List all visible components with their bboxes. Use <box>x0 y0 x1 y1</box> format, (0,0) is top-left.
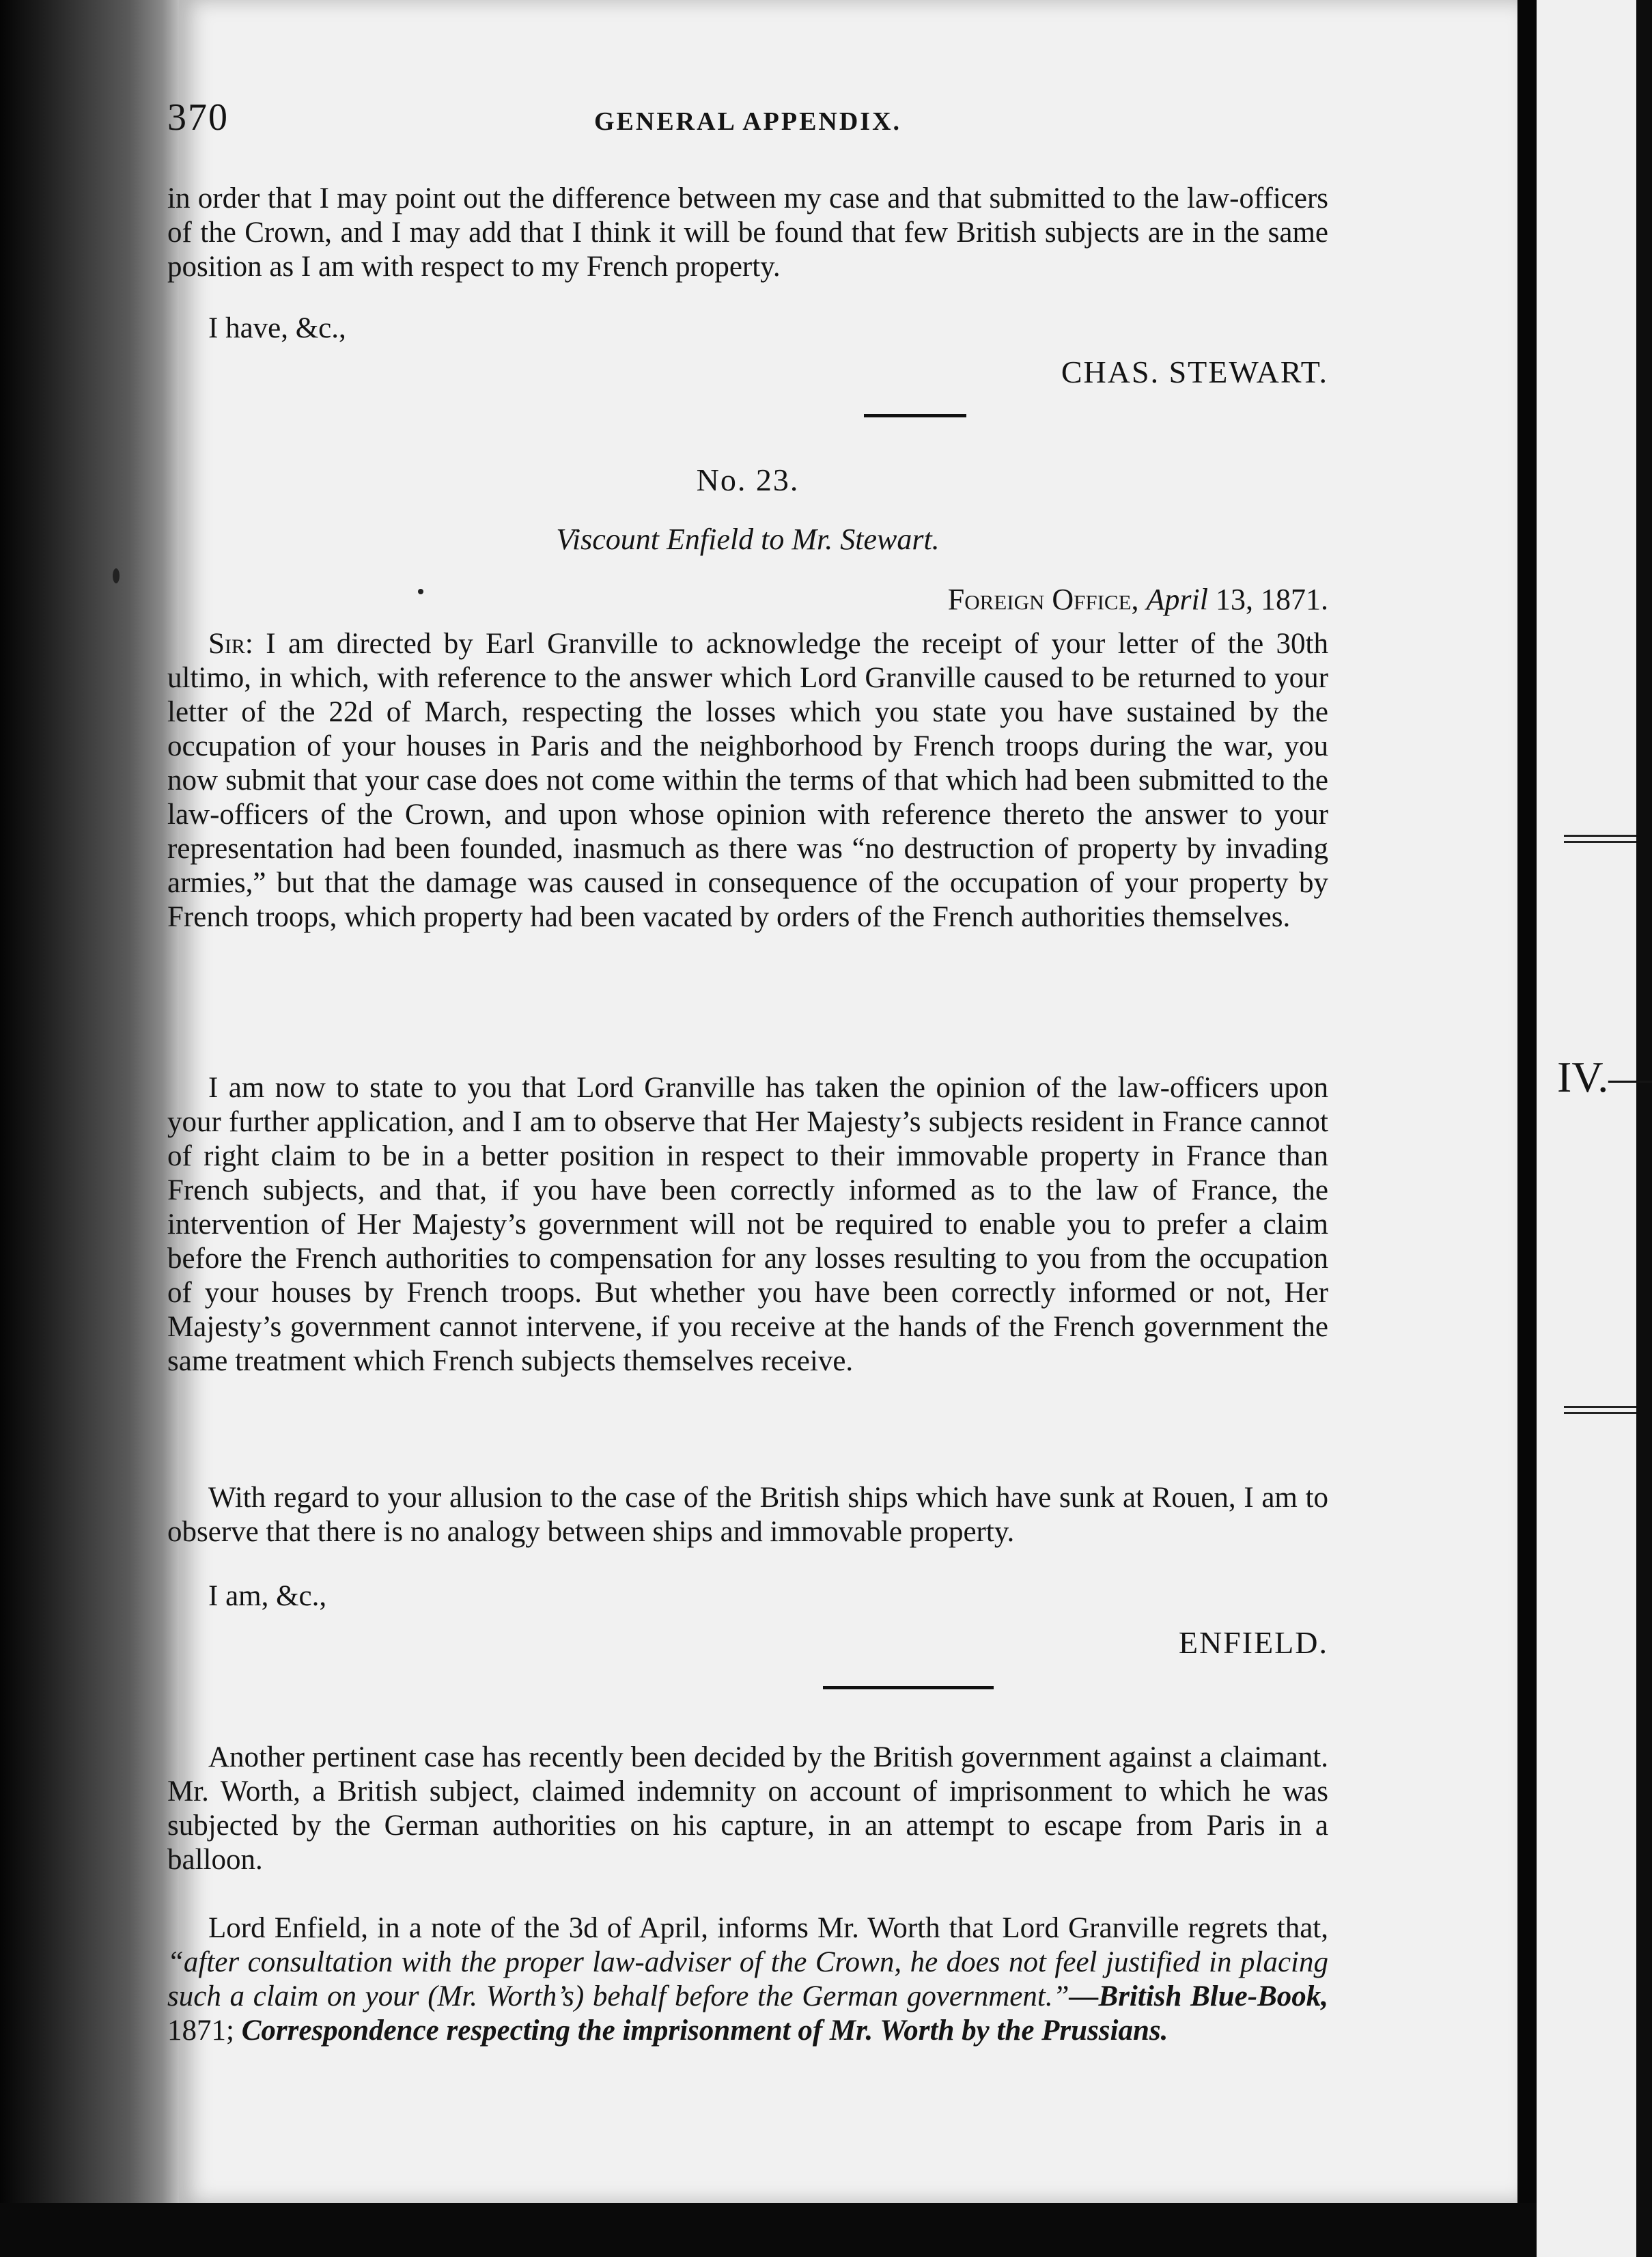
commentary-source-title: Correspondence respecting the imprisonment of Mr. Worth by the Prussians. <box>241 2014 1168 2047</box>
document-title: Viscount Enfield to Mr. Stewart. <box>556 523 940 556</box>
commentary-paragraph-2 <box>167 1911 1328 2048</box>
letter-22-complimentary-close: I have, &c., <box>208 312 346 344</box>
section-divider <box>864 414 966 417</box>
commentary-year: 1871; <box>167 2014 234 2047</box>
document-number: No. 23. <box>696 462 800 497</box>
page-gap <box>1517 0 1537 2257</box>
dateline <box>948 582 1328 617</box>
commentary-source: —British Blue-Book, <box>1069 1980 1329 2012</box>
dateline-day-year: 13, 1871. <box>1216 583 1328 616</box>
adjacent-page-rule <box>1564 835 1636 843</box>
letter-23-paragraph-3: With regard to your allusion to the case of the British ships which have sunk at Rouen, I am to observe that there is no analogy between ships and immovable property. <box>167 1482 1328 1548</box>
commentary-paragraph-1: Another pertinent case has recently been decided by the British government against a claimant. Mr. Worth, a British subject, claimed indemnity on account of imprisonment to which he was subjected by the German authorities on his capture, in an attempt to escape from Paris in a balloon. <box>167 1741 1328 1876</box>
commentary-quote: “after consultation with the proper law-adviser of the Crown, he does not feel justified in placing such a claim on your (Mr. Worth’s) behalf before the German government.” <box>167 1946 1328 2012</box>
letter-23-paragraph-1 <box>167 627 1328 934</box>
adjacent-page-rule <box>1564 1406 1636 1414</box>
adjacent-page-edge <box>1537 0 1652 2257</box>
adjacent-page-roman-numeral: IV.— <box>1557 1053 1652 1101</box>
letter-23-complimentary-close: I am, &c., <box>208 1580 327 1612</box>
letter-23-paragraph-1-text: I am directed by Earl Granville to acknowledge the receipt of your letter of the 30th ultimo, in which, with reference to the answer which Lord Granville caused to be returned to your letter of the 22d of March, respecting the losses which you state you have sustained by the occupation of your houses in Paris and the neighborhood by French troops during the war, you now submit that your case does not come within the terms of that which had been submitted to the law-officers of the Crown, and upon whose opinion with reference thereto the answer to your representation had been founded, inasmuch as there was “no destruction of property by invading armies,” but that the damage was caused in consequence of the occupation of your property by French troops, which property had been vacated by orders of the French authorities themselves. <box>167 628 1328 933</box>
commentary-lead: Lord Enfield, in a note of the 3d of April, informs Mr. Worth that Lord Granville regrets that, <box>208 1912 1328 1944</box>
section-divider <box>823 1686 994 1689</box>
salutation: Sir: <box>208 628 253 660</box>
letter-23-signature: ENFIELD. <box>1178 1625 1328 1660</box>
dateline-month: April <box>1146 583 1208 616</box>
letter-23-paragraph-2: I am now to state to you that Lord Granville has taken the opinion of the law-officers upon your further application, and I am to observe that Her Majesty’s subjects resident in France cannot of right claim to be in a better position in respect to their immovable property in France than French subjects, and that, if you have been correctly informed as to the law of France, the intervention of Her Majesty’s government will not be required to enable you to prefer a claim before the French authorities to compensation for any losses resulting to you from the occupation of your houses by French troops. But whether you have been correctly informed or not, Her Majesty’s government cannot intervene, if you receive at the hands of the French government the same treatment which French subjects themselves receive. <box>167 1072 1328 1377</box>
page-header <box>167 96 1328 143</box>
running-head: GENERAL APPENDIX. <box>593 107 902 136</box>
letter-22-signature: CHAS. STEWART. <box>1061 355 1328 389</box>
page-number: 370 <box>167 96 229 139</box>
letter-22-closing-paragraph: in order that I may point out the difference between my case and that submitted to the law-officers of the Crown, and I may add that I think it will be found that few British subjects are in the same position as I am with respect to my French property. <box>167 182 1328 283</box>
dateline-place: Foreign Office, <box>947 583 1139 616</box>
scan-bottom-edge <box>0 2203 1537 2257</box>
scan-speck <box>113 568 120 583</box>
scan-speck <box>418 589 423 594</box>
book-binding <box>0 0 184 2257</box>
